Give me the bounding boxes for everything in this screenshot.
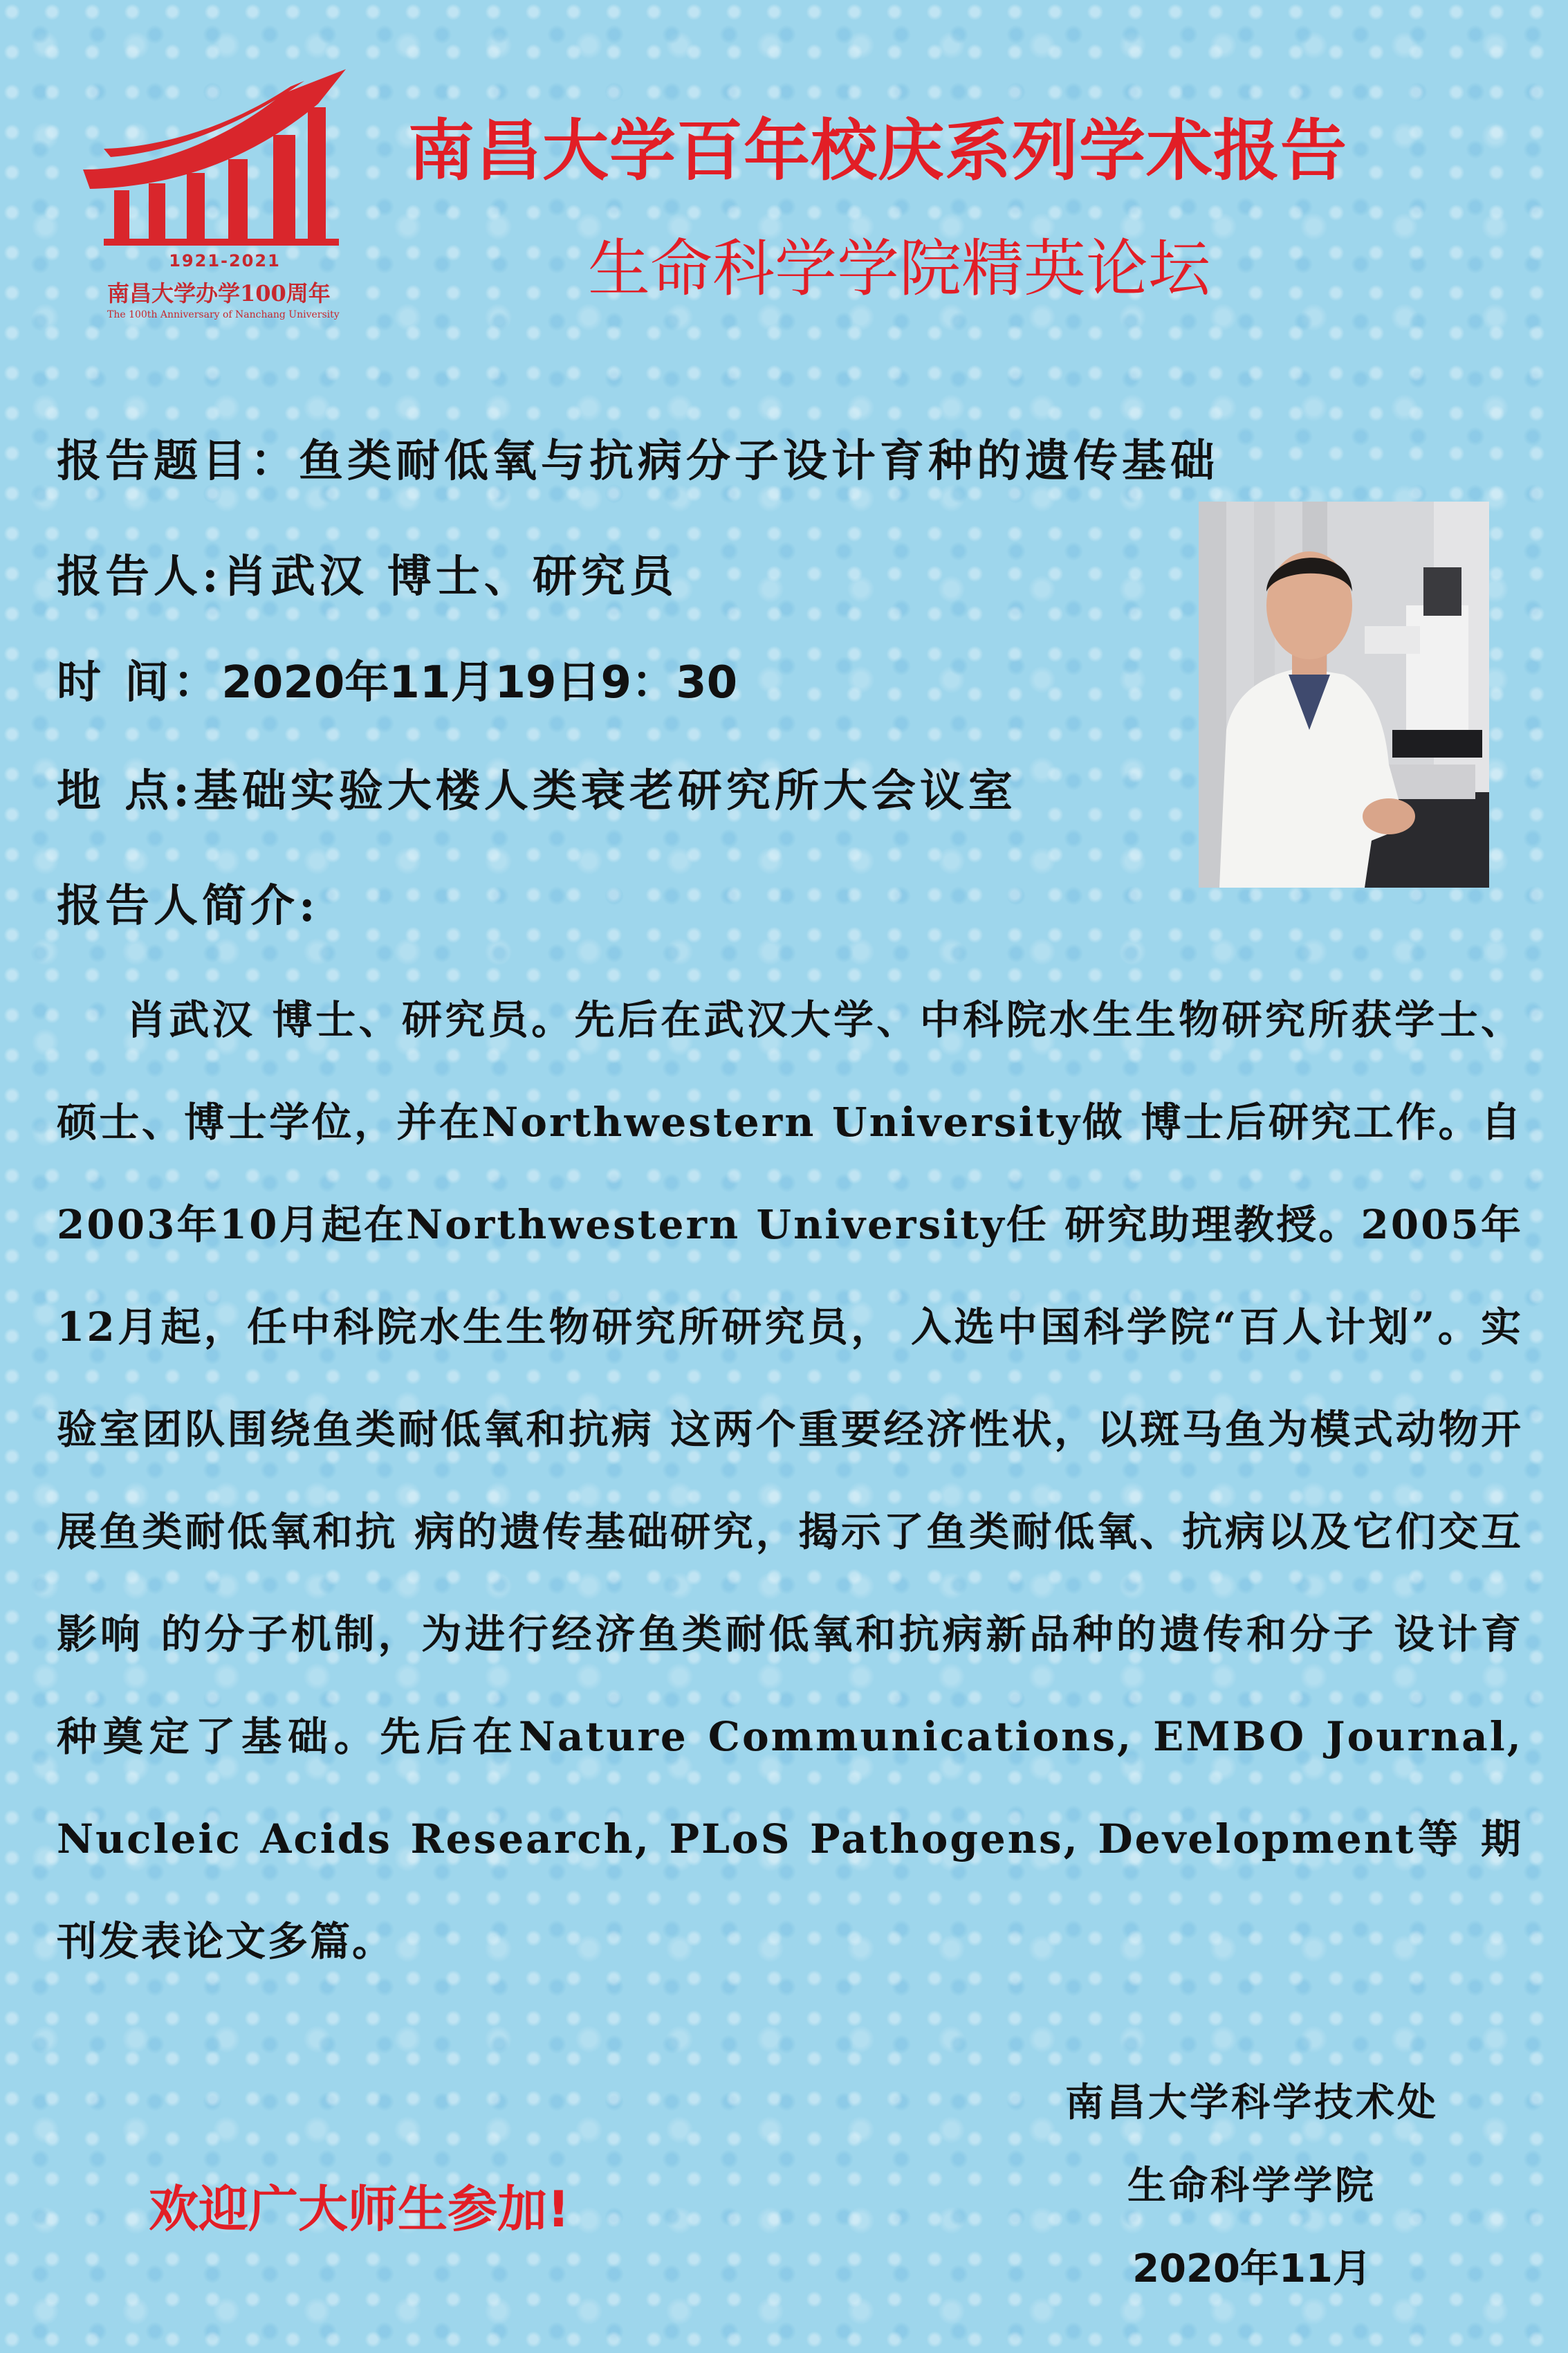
organizer-name: 南昌大学科学技术处 xyxy=(1065,2080,1439,2125)
page-title: 南昌大学百年校庆系列学术报告 xyxy=(408,112,1347,190)
welcome-message: 欢迎广大师生参加! xyxy=(149,2180,570,2238)
university-centennial-logo xyxy=(76,66,360,342)
speaker-line xyxy=(57,541,678,605)
time-value: 2020年11月19日9：30 xyxy=(221,657,738,708)
centennial-gate-logo-icon xyxy=(76,66,360,253)
speaker-photo xyxy=(1199,502,1489,888)
page-subtitle: 生命科学学院精英论坛 xyxy=(588,232,1210,305)
speaker-bio: 肖武汉 博士、研究员。先后在武汉大学、中科院水生生物研究所获学士、硕士、博士学位，并在Northwestern University做 博士后研究工作。自2003年10月起在Northwestern University任 研究助理教授。2005年12月起，任中科院水生生物研究所研究员， 入选中国科学院“百人计划”。实验室团队围绕鱼类耐低氧和抗病 这两个重要经济性状，以斑马鱼为模式动物开展鱼类耐低氧和抗 病的遗传基础研究，揭示了鱼类耐低氧、抗病以及它们交互影响 的分子机制，为进行经济鱼类耐低氧和抗病新品种的遗传和分子 设计育种奠定了基础。先后在Nature Communications, EMBO Journal, Nucleic Acids Research, PLoS Pathogens, Development等 期刊发表论文多篇。 xyxy=(57,996,1523,1965)
speaker-value: 肖武汉 博士、研究员 xyxy=(222,551,678,603)
report-title-value: 鱼类耐低氧与抗病分子设计育种的遗传基础 xyxy=(299,435,1219,487)
venue-value: 基础实验大楼人类衰老研究所大会议室 xyxy=(193,765,1017,817)
speaker-label: 报告人: xyxy=(57,551,223,603)
logo-name: 南昌大学办学100周年 xyxy=(107,280,331,306)
speaker-portrait-icon xyxy=(1199,502,1489,888)
issue-date: 2020年11月 xyxy=(1132,2246,1372,2291)
co-organizer-name: 生命科学学院 xyxy=(1127,2163,1376,2208)
venue-line xyxy=(57,756,1017,819)
time-line xyxy=(57,647,737,711)
report-title-label: 报告题目： xyxy=(57,435,299,487)
bio-heading: 报告人简介: xyxy=(57,880,320,932)
logo-tagline: The 100th Anniversary of Nanchang University xyxy=(107,309,340,320)
report-title-line xyxy=(57,425,1219,489)
venue-label: 地 点: xyxy=(57,765,194,817)
logo-years: 1921-2021 xyxy=(169,251,281,271)
time-label: 时 间： xyxy=(57,657,222,708)
